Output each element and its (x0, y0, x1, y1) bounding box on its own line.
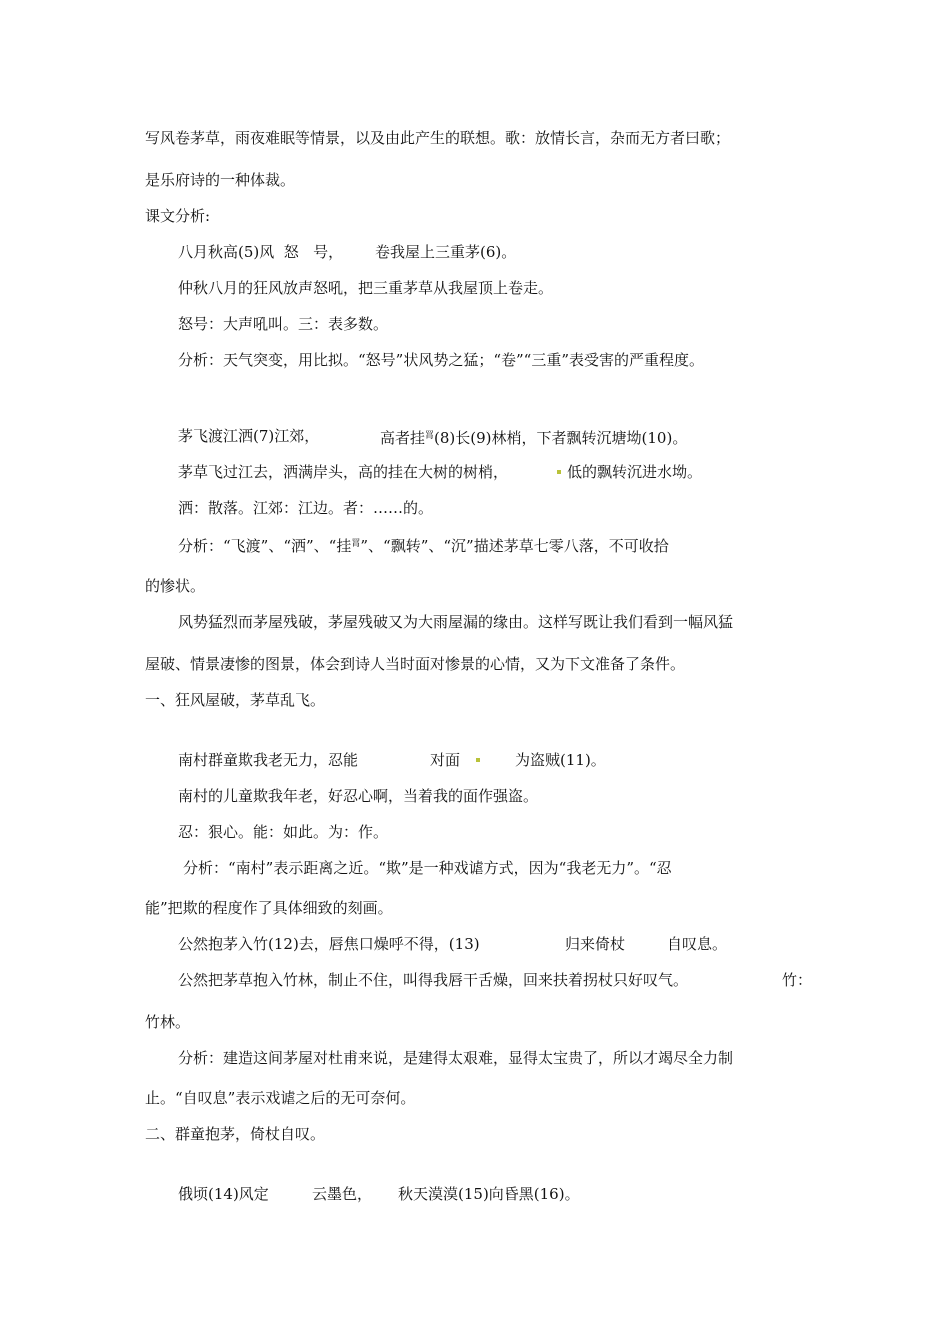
s3-translation: 南村的儿童欺我年老，好忍心啊，当着我的面作强盗。 (178, 787, 539, 805)
s3-translation2-b: 竹： (782, 971, 813, 989)
heading-analysis: 课文分析: (145, 207, 211, 225)
s2-analysis-line-2: 的惨状。 (145, 577, 206, 595)
s2-verse-b-part2: (8)长(9)林梢，下者飘转沉塘坳(10)。 (434, 429, 688, 447)
s1-analysis: 分析：天气突变，用比拟。“怒号”状风势之猛；“卷”“三重”表受害的严重程度。 (178, 351, 705, 369)
s2-analysis-sup: 罥 (351, 539, 361, 549)
s3-verse-a: 南村群童欺我老无力，忍能 (178, 751, 359, 769)
s2-verse-a: 茅飞渡江洒(7)江郊， (178, 427, 320, 445)
s3-verse2-a: 公然抱茅入竹(12)去，唇焦口燥呼不得，(13) (178, 935, 480, 953)
s1-verse-b: 卷我屋上三重茅(6)。 (375, 243, 517, 261)
s2-summary-line-2: 屋破、情景凄惨的图景，体会到诗人当时面对惨景的心情，又为下文准备了条件。 (145, 655, 686, 673)
s2-summary-line-1: 风势猛烈而茅屋残破，茅屋残破又为大雨屋漏的缘由。这样写既让我们看到一幅风猛 (178, 613, 734, 631)
s1-verse-a: 八月秋高(5)风 怒 号， (178, 243, 344, 261)
section-title-1: 一、狂风屋破，茅草乱飞。 (145, 691, 326, 709)
s2-translation-b (551, 462, 702, 482)
s3-notes: 忍：狠心。能：如此。为：作。 (178, 823, 389, 841)
s3-analysis2-line-2: 止。“自叹息”表示戏谑之后的无可奈何。 (145, 1089, 416, 1107)
s2-translation-a: 茅草飞过江去，洒满岸头，高的挂在大树的树梢， (178, 463, 509, 481)
s2-analysis-part1: 分析：“飞渡”、“洒”、“挂 (178, 537, 352, 555)
s3-verse-c: 为盗贼(11)。 (515, 751, 606, 769)
section-title-2: 二、群童抱茅，倚杖自叹。 (145, 1125, 326, 1143)
s2-verse-b-part1: 高者挂 (380, 429, 426, 447)
s2-analysis-part2: ”、“飘转”、“沉”描述茅草七零八落，不可收拾 (360, 537, 669, 555)
s1-notes: 怒号：大声吼叫。三：表多数。 (178, 315, 389, 333)
s2-translation-b-text: 低的飘转沉进水坳。 (567, 463, 703, 481)
s2-verse-b-sup: 罥 (425, 431, 435, 441)
s4-verse-b: 云墨色， (312, 1185, 373, 1203)
s3-verse2-b: 归来倚杖 (565, 935, 626, 953)
highlight-dot-icon (557, 470, 561, 474)
s3-analysis2-line-1: 分析：建造这间茅屋对杜甫来说，是建得太艰难，显得太宝贵了，所以才竭尽全力制 (178, 1049, 734, 1067)
s3-translation2-a: 公然把茅草抱入竹林，制止不住，叫得我唇干舌燥，回来扶着拐杖只好叹气。 (178, 971, 689, 989)
intro-line-2: 是乐府诗的一种体裁。 (145, 171, 296, 189)
s3-translation2-c: 竹林。 (145, 1013, 191, 1031)
s3-verse-b (430, 750, 486, 770)
s2-notes: 洒：散落。江郊：江边。者：……的。 (178, 499, 434, 517)
s3-verse-b-text: 对面 (430, 751, 461, 769)
s2-analysis-line-1 (178, 534, 669, 556)
s3-analysis-line-2: 能”把欺的程度作了具体细致的刻画。 (145, 899, 393, 917)
s4-verse-a: 俄顷(14)风定 (178, 1185, 269, 1203)
s1-translation: 仲秋八月的狂风放声怒吼，把三重茅草从我屋顶上卷走。 (178, 279, 554, 297)
s4-verse-c: 秋天漠漠(15)向昏黑(16)。 (398, 1185, 580, 1203)
intro-line-1: 写风卷茅草，雨夜难眠等情景，以及由此产生的联想。歌：放情长言，杂而无方者曰歌； (145, 129, 731, 147)
highlight-dot-icon (476, 758, 480, 762)
s2-verse-b (380, 426, 687, 448)
s3-analysis-line-1: 分析：“南村”表示距离之近。“欺”是一种戏谑方式，因为“我老无力”。“忍 (183, 859, 672, 877)
s3-verse2-c: 自叹息。 (667, 935, 728, 953)
